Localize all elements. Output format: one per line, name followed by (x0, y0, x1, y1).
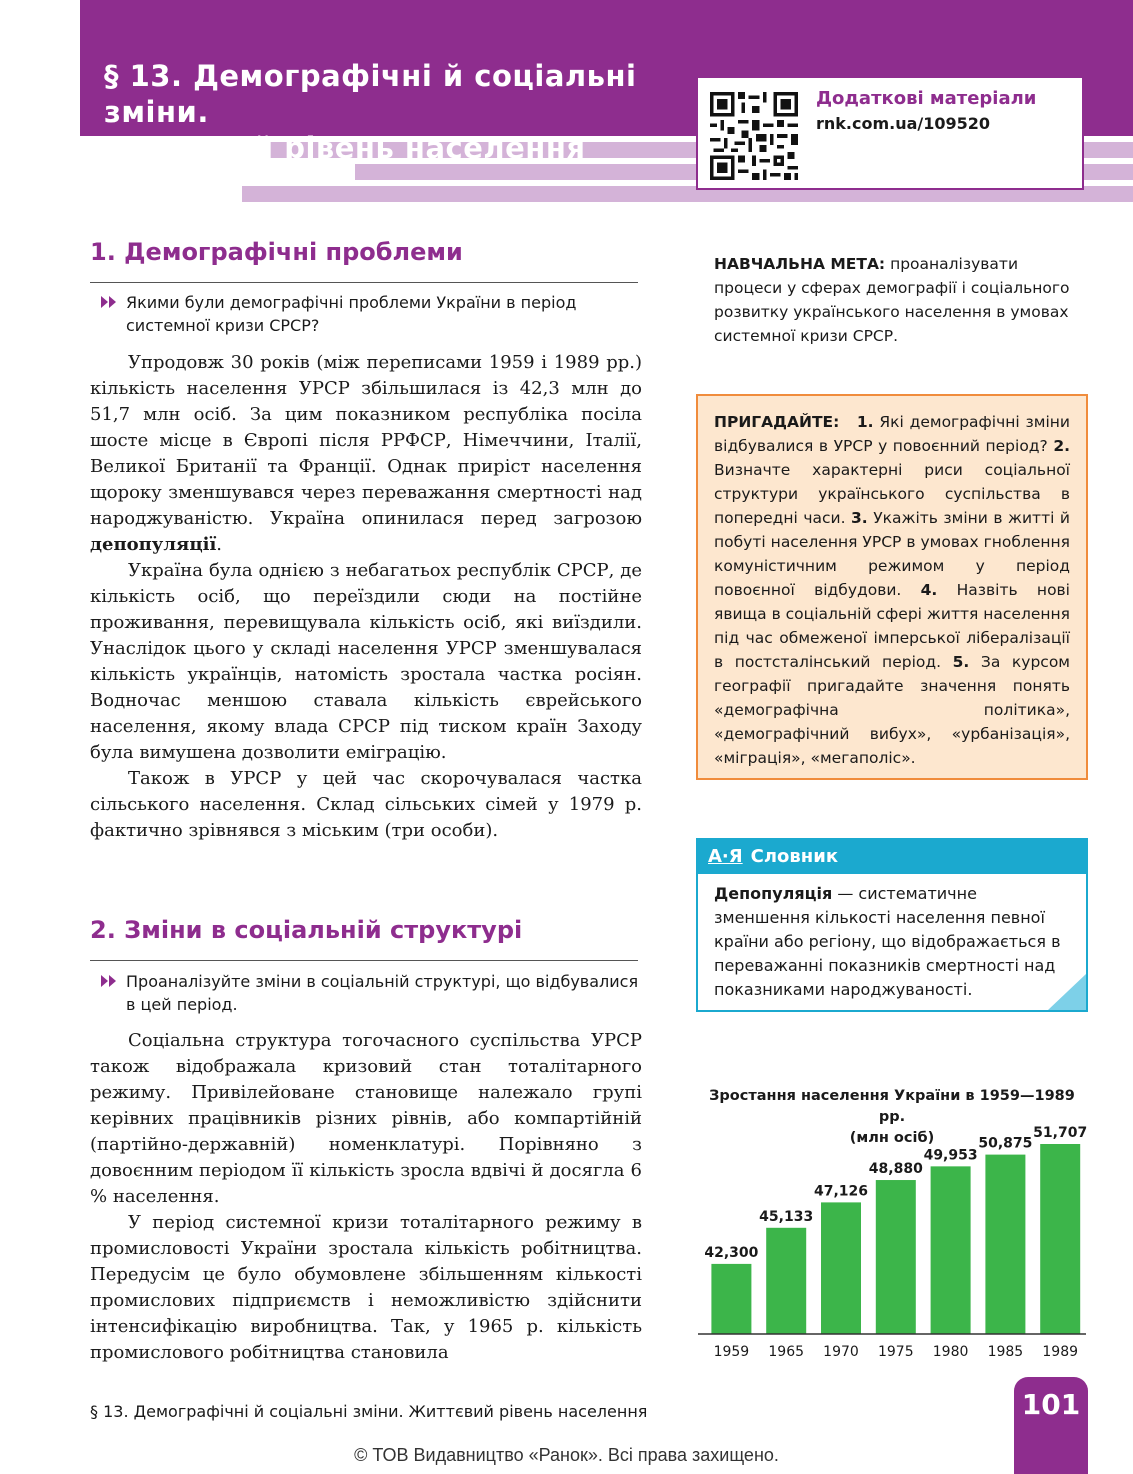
data-label-1975: 48,880 (868, 1161, 923, 1178)
x-tick-label-1970: 1970 (823, 1344, 859, 1360)
chapter-title-line2: Життєвий рівень населення (104, 131, 586, 165)
recall-number: 4. (920, 581, 938, 599)
population-bar-chart (696, 1118, 1088, 1364)
bar-1970 (821, 1202, 861, 1334)
paragraph: Також в УРСР у цей час скорочувалася частка сільського населення. Склад сільських сімей у 1979 р. фактично зрівнявся з міським (три особи). (90, 768, 642, 841)
chapter-title (104, 58, 684, 166)
glossary-entry (714, 882, 1070, 1002)
section-heading-demography: 1. Демографічні проблеми (90, 238, 463, 266)
bar-1985 (985, 1155, 1025, 1334)
recall-number: 3. (851, 509, 868, 527)
learning-goal-label: НАВЧАЛЬНА МЕТА: (714, 255, 886, 273)
chart-title-line2: (млн осіб) (849, 1130, 935, 1146)
page-number: 101 (1021, 1388, 1081, 1421)
paragraph: Соціальна структура тогочасного суспільства УРСР також відображала кризовий стан тоталітарного режиму. Привілейоване становище належало групі керівних працівників різних рівнів, або компартійній (партійно-державній) номенклатурі. Порівняно з довоєнним періодом її кількість зросла вдвічі й досягла 6 % населення. (90, 1030, 642, 1207)
x-tick-label-1989: 1989 (1042, 1344, 1079, 1360)
data-label-1965: 45,133 (759, 1208, 814, 1225)
recall-label: ПРИГАДАЙТЕ: (714, 413, 840, 431)
recall-question: Визначте характерні риси соціальної структури українського суспільства в попередні часи. (714, 461, 1070, 527)
paragraph: У період системної кризи тоталітарного режиму в промисловості України зростала кількість робітництва. Передусім це було обумовлене збільшенням кількості промислових підприємств і неможливістю здійснити інтенсифікацію виробництва. Так, у 1965 р. кількість промислового робітництва становила (90, 1212, 642, 1363)
learning-goal (714, 252, 1070, 348)
bar-1965 (766, 1228, 806, 1334)
paragraph: Україна була однією з небагатьох республік СРСР, де кількість осіб, що переїздили сюди на постійне проживання, перевищувала кількість осіб, які виїздили. Унаслідок цього у складі населення УРСР зменшувалася кількість українців, натомість зростала частка росіян. Водночас меншою ставала кількість єврейського населення, якому влада СРСР під тиском країн Заходу була вимушена дозволити еміграцію. (90, 560, 642, 763)
copyright-notice: © ТОВ Видавництво «Ранок». Всі права захищено. (354, 1445, 779, 1465)
paragraph-text: . (216, 534, 223, 555)
paragraph-text: Упродовж 30 років (між переписами 1959 і 1989 рр.) кількість населення УРСР збільшилася із 42,3 млн до 51,7 млн осіб. За цим показником республіка посіла шосте місце в Європі після РРФСР, Німеччини, Італії, Великої Британії та Франції. Однак приріст населення щороку зменшувався через переважання смертності над народжуваністю. Україна опинилася перед загрозою (90, 352, 642, 529)
section-divider (90, 960, 638, 961)
glossary-header (698, 840, 1086, 874)
double-arrow-icon (101, 296, 119, 308)
double-arrow-icon (101, 975, 119, 987)
chapter-title-line1: § 13. Демографічні й соціальні зміни. (104, 59, 637, 129)
learning-goal-text: проаналізувати процеси у сферах демографії і соціального розвитку українського населення в умовах системної кризи СРСР. (714, 255, 1070, 345)
x-tick-label-1965: 1965 (768, 1344, 805, 1360)
term-depopulation: депопуляції (90, 534, 217, 555)
section-question-text: Проаналізуйте зміни в соціальній структурі, що відбувалися в цей період. (126, 972, 639, 1014)
paragraph (90, 350, 642, 558)
x-tick-label-1980: 1980 (932, 1344, 969, 1360)
section-divider (90, 282, 638, 283)
glossary-definition: — систематичне зменшення кількості населення певної країни або регіону, що відображається в переважанні показників смертності над показниками народжуваності. (714, 884, 1061, 999)
recall-question: За курсом географії пригадайте значення понять «демографічна політика», «демографічний вибух», «урбанізація», «міграція», «мегаполіс». (714, 653, 1070, 767)
glossary-title: Словник (750, 846, 839, 867)
recall-question: Назвіть нові явища в соціальній сфері життя населення під час обмеженої імперської лібералізації в постсталінський період. (714, 581, 1070, 671)
glossary-term: Депопуляція (714, 884, 833, 903)
bar-1989 (1040, 1144, 1080, 1334)
recall-question: Укажіть зміни в житті й побуті населення УРСР в умовах гноблення комуністичним режимом у період повоєнної відбудови. (714, 509, 1070, 599)
extra-materials-link[interactable]: rnk.com.ua/109520 (816, 114, 991, 133)
page-corner-icon (1048, 974, 1086, 1010)
glossary-box (696, 838, 1088, 1012)
recall-box (696, 394, 1088, 780)
section1-body (90, 350, 642, 844)
recall-number: 5. (952, 653, 970, 671)
dictionary-icon: А·Я (708, 846, 743, 867)
data-label-1989: 51,707 (1033, 1125, 1088, 1141)
data-label-1959: 42,300 (704, 1244, 759, 1261)
bar-1959 (711, 1264, 751, 1334)
x-tick-label-1975: 1975 (877, 1344, 914, 1360)
x-tick-label-1959: 1959 (713, 1344, 750, 1360)
running-footer: § 13. Демографічні й соціальні зміни. Життєвий рівень населення (90, 1402, 648, 1421)
data-label-1985: 50,875 (978, 1135, 1033, 1152)
section-question (104, 970, 640, 1016)
extra-materials-box[interactable] (696, 76, 1084, 190)
bar-1975 (876, 1180, 916, 1334)
section2-body (90, 1028, 642, 1366)
recall-number: 1. (856, 413, 874, 431)
qr-code-icon (710, 92, 798, 180)
extra-materials-title: Додаткові матеріали (816, 88, 1037, 109)
section-question-text: Якими були демографічні проблеми України в період системної кризи СРСР? (126, 293, 577, 335)
x-tick-label-1985: 1985 (987, 1344, 1024, 1360)
data-label-1970: 47,126 (813, 1183, 869, 1200)
data-label-1980: 49,953 (923, 1147, 978, 1164)
section-heading-social-structure: 2. Зміни в соціальній структурі (90, 916, 523, 944)
section-question (104, 291, 640, 337)
chart-title-line1: Зростання населення України в 1959—1989 рр. (709, 1088, 1075, 1125)
recall-question: Які демографічні зміни відбувалися в УРСР у повоєнний період? (714, 413, 1070, 455)
bar-1980 (931, 1166, 971, 1334)
recall-number: 2. (1053, 437, 1070, 455)
